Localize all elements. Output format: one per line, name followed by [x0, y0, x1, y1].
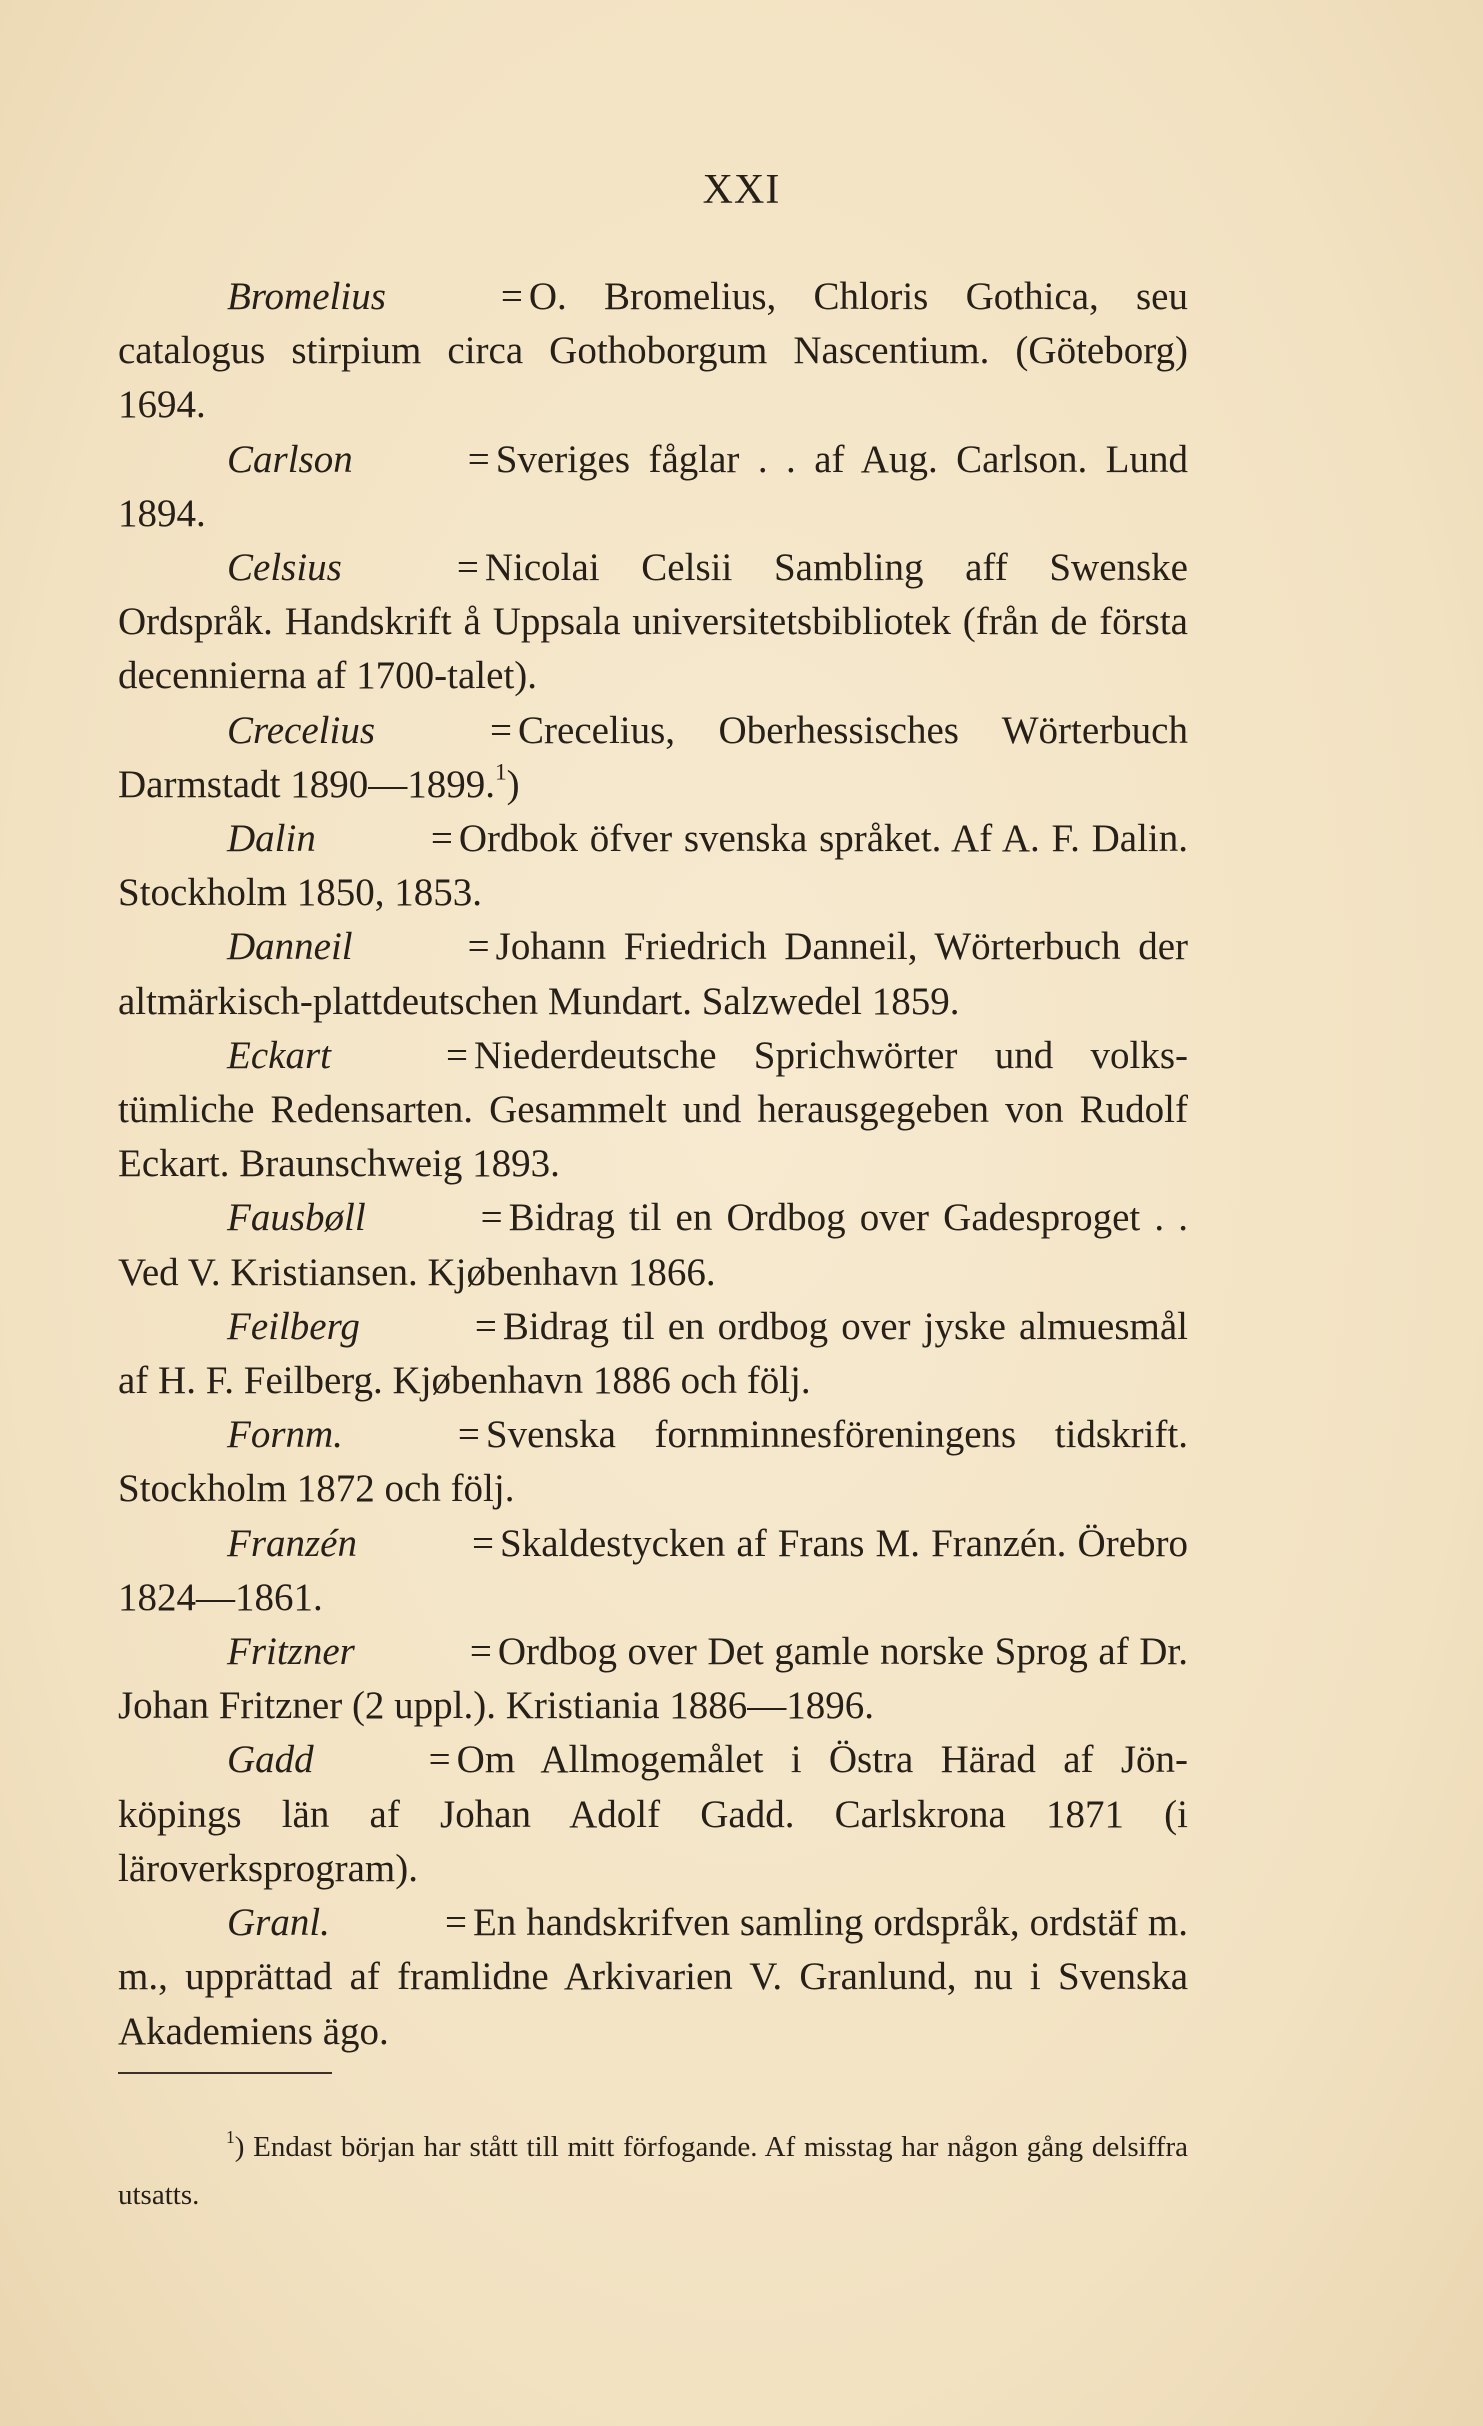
list-item — [118, 1408, 1188, 1516]
equals-sign: = — [467, 925, 490, 969]
list-item — [118, 704, 1188, 812]
equals-sign: = — [480, 1196, 503, 1240]
equals-sign: = — [430, 817, 453, 861]
list-item — [118, 1733, 1188, 1896]
entry-text: Svenska fornminnesföreningens tidskrift. Stockholm 1872 och följ. — [118, 1413, 1188, 1511]
entry-abbreviation: Danneil — [227, 925, 353, 969]
entry-text: Sveriges fåglar . . af Aug. Carlson. Lund 1894. — [118, 437, 1188, 535]
list-item — [118, 541, 1188, 704]
equals-sign: = — [456, 546, 479, 590]
footnote-marker: 1 — [226, 2126, 235, 2147]
equals-sign: = — [467, 437, 490, 481]
entry-abbreviation: Crecelius — [227, 708, 376, 752]
list-item — [118, 1029, 1188, 1192]
footnote-reference-paren: ) — [506, 762, 520, 806]
list-item — [118, 1517, 1188, 1625]
entry-text: Johann Friedrich Danneil, Wörterbuch der altmärkisch-plattdeutschen Mundart. Salzwedel 1859. — [118, 925, 1188, 1023]
footnote — [118, 2123, 1188, 2219]
footnote-reference: 1 — [494, 759, 507, 786]
entry-text: Ordbog over Det gamle norske Sprog af Dr. Johan Fritzner (2 uppl.). Kristiania 1886—1896. — [118, 1630, 1188, 1728]
entry-abbreviation: Eckart — [227, 1033, 331, 1077]
entry-text: Crecelius, Oberhessisches Wörterbuch Darmstadt 1890—1899. — [118, 708, 1188, 806]
entry-text: Ordbok öfver svenska språket. Af A. F. Dalin. Stockholm 1850, 1853. — [118, 817, 1188, 915]
list-item — [118, 1300, 1188, 1408]
equals-sign: = — [457, 1413, 480, 1457]
entry-text: Nicolai Celsii Sambling aff Swenske Ordspråk. Handskrift å Uppsala universitetsbibliotek (från de första decennierna af 1700-talet). — [118, 546, 1188, 698]
list-item — [118, 812, 1188, 920]
equals-sign: = — [428, 1738, 451, 1782]
equals-sign: = — [490, 708, 513, 752]
entry-text: Skaldestycken af Frans M. Franzén. Örebro 1824—1861. — [118, 1521, 1188, 1619]
entry-text: Bidrag til en Ordbog over Gadesproget . . Ved V. Kristiansen. Kjøbenhavn 1866. — [118, 1196, 1188, 1294]
entry-abbreviation: Bromelius — [227, 275, 386, 318]
list-item — [118, 1896, 1188, 2059]
entry-abbreviation: Granl. — [227, 1901, 330, 1945]
entry-text: O. Bromelius, Chloris Gothica, seu catalogus stirpium circa Gothoborgum Nascentium. (Göteborg) 1694. — [118, 275, 1188, 427]
page-number: XXI — [702, 167, 781, 213]
list-item — [118, 920, 1188, 1028]
footnote-marker-paren: ) — [234, 2131, 245, 2163]
entry-abbreviation: Fausbøll — [227, 1196, 366, 1240]
equals-sign: = — [469, 1630, 492, 1674]
entry-text: Om Allmogemålet i Östra Härad af Jönköpings län af Johan Adolf Gadd. Carlskrona 1871 (i läroverksprogram). — [118, 1738, 1188, 1890]
footnote-divider — [118, 2072, 332, 2074]
footnote-text: Endast början har stått till mitt förfogande. Af misstag har någon gång delsiffra utsatts. — [118, 2131, 1188, 2211]
equals-sign: = — [445, 1033, 468, 1077]
entry-text: Bidrag til en ordbog over jyske almuesmål af H. F. Feilberg. Kjøbenhavn 1886 och följ. — [118, 1304, 1188, 1403]
list-item — [118, 1625, 1188, 1733]
list-item — [118, 433, 1188, 541]
list-item — [118, 270, 1188, 433]
equals-sign: = — [500, 275, 523, 318]
entry-abbreviation: Franzén — [227, 1521, 357, 1565]
entry-abbreviation: Carlson — [227, 437, 353, 481]
abbreviation-list — [118, 270, 1188, 2059]
entry-abbreviation: Feilberg — [227, 1304, 360, 1348]
entry-abbreviation: Fritzner — [227, 1630, 355, 1674]
entry-abbreviation: Celsius — [227, 546, 342, 590]
equals-sign: = — [474, 1304, 497, 1348]
equals-sign: = — [472, 1521, 494, 1565]
equals-sign: = — [444, 1901, 467, 1945]
entry-text: En handskrifven samling ordspråk, ordstäf m. m., upprättad af framlidne Arkivarien V. Granlund, nu i Svenska Akademiens ägo. — [118, 1901, 1188, 2053]
entry-abbreviation: Fornm. — [227, 1413, 343, 1457]
entry-abbreviation: Gadd — [227, 1738, 314, 1782]
entry-abbreviation: Dalin — [227, 817, 316, 861]
entry-text: Niederdeutsche Sprichwörter und volkstümliche Redensarten. Gesammelt und herausgegeben von Rudolf Eckart. Braunschweig 1893. — [118, 1033, 1188, 1186]
list-item — [118, 1191, 1188, 1299]
